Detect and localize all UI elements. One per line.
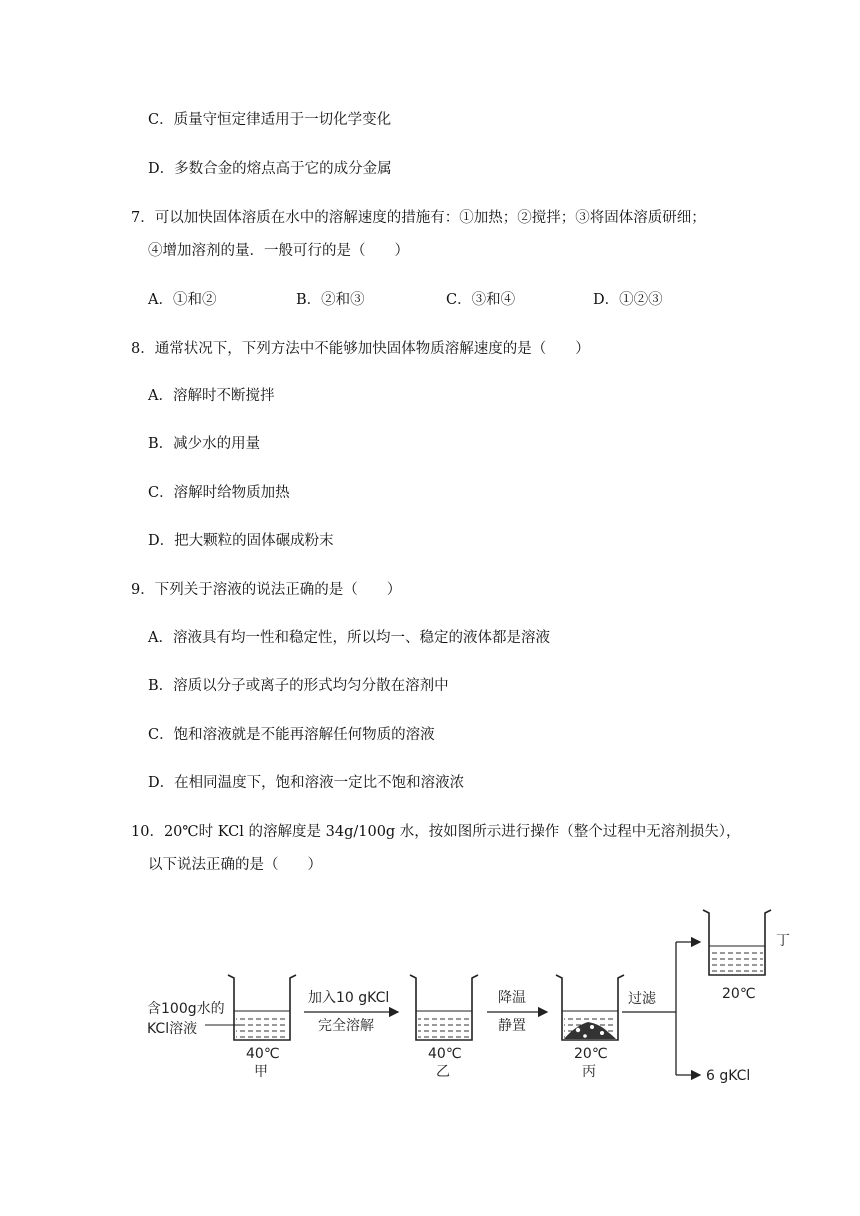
residue-label: 6 gKCl [706,1068,751,1084]
q8-option-a: A．溶解时不断搅拌 [148,388,275,404]
q7-option-d: D．①②③ [593,292,663,308]
q8-option-b: B．减少水的用量 [148,436,261,452]
kcl-process-diagram [0,890,860,1110]
step2-top-label: 降温 [498,990,526,1006]
q9-stem: 9．下列关于溶液的说法正确的是（ ） [131,582,402,598]
beaker-jia-name: 甲 [254,1064,268,1080]
q7-options [0,290,860,310]
q9-option-a: A．溶液具有均一性和稳定性，所以均一、稳定的液体都是溶液 [148,630,550,646]
step1-bottom-label: 完全溶解 [318,1018,374,1034]
q7-option-c: C．③和④ [446,292,516,308]
q9-option-c: C．饱和溶液就是不能再溶解任何物质的溶液 [148,727,435,743]
beaker-jia [228,975,296,1040]
beaker-ding-temp: 20℃ [722,986,756,1002]
q8-option-c: C．溶解时给物质加热 [148,485,290,501]
beaker-bing-name: 丙 [582,1064,596,1080]
q7-option-b: B．②和③ [296,292,365,308]
beaker-bing-temp: 20℃ [574,1046,608,1062]
start-label-2: KCl溶液 [147,1021,198,1037]
q7-option-a: A．①和② [148,292,217,308]
step2-bottom-label: 静置 [498,1018,526,1034]
beaker-bing [556,975,624,1040]
q7-stem: 7．可以加快固体溶质在水中的溶解速度的措施有：①加热；②搅拌；③将固体溶质研细； [131,210,706,226]
q8-option-d: D．把大颗粒的固体碾成粉末 [148,533,334,549]
start-label-1: 含100g水的 [147,1001,225,1017]
beaker-yi-temp: 40℃ [428,1046,462,1062]
q9-option-d: D．在相同温度下，饱和溶液一定比不饱和溶液浓 [148,775,465,791]
step3-label: 过滤 [628,991,656,1007]
step1-top-label: 加入10 gKCl [308,990,390,1006]
beaker-jia-temp: 40℃ [246,1046,280,1062]
q6-option-c: C．质量守恒定律适用于一切化学变化 [148,112,392,128]
q10-stem-continued: 以下说法正确的是（ ） [148,857,322,873]
q7-stem-continued: ④增加溶剂的量．一般可行的是（ ） [148,243,409,259]
beaker-ding [703,910,771,975]
q6-option-d: D．多数合金的熔点高于它的成分金属 [148,161,392,177]
beaker-ding-name: 丁 [776,933,790,949]
q10-stem: 10．20℃时 KCl 的溶解度是 34g/100g 水，按如图所示进行操作（整个过程中无溶剂损失）， [131,824,741,840]
q8-stem: 8．通常状况下，下列方法中不能够加快固体物质溶解速度的是（ ） [131,341,590,357]
q9-option-b: B．溶质以分子或离子的形式均匀分散在溶剂中 [148,678,449,694]
beaker-yi-name: 乙 [436,1064,450,1080]
beaker-yi [410,975,478,1040]
